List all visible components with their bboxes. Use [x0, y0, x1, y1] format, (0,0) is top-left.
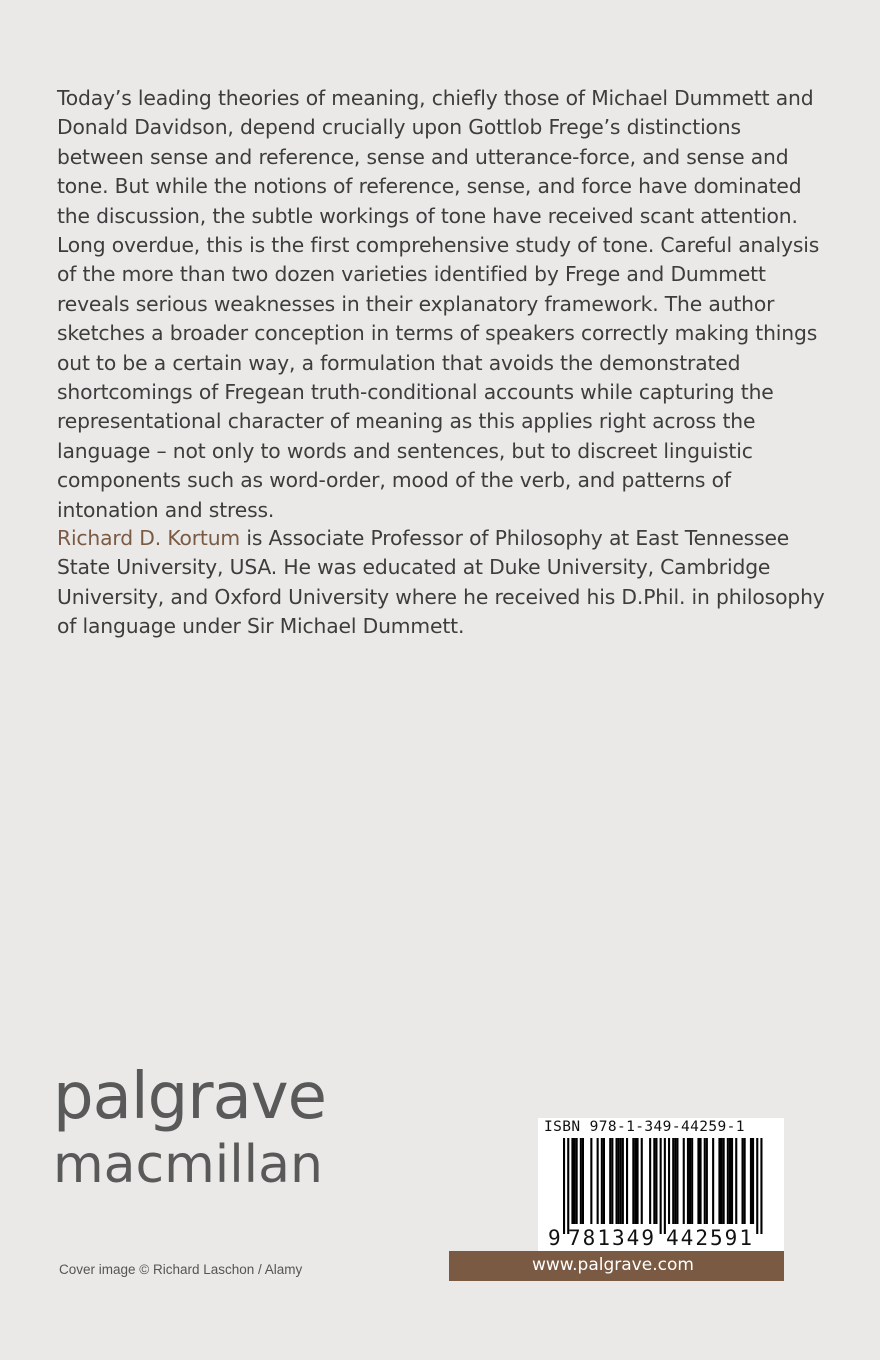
isbn-barcode: [538, 1118, 784, 1251]
barcode-bar: [580, 1138, 582, 1224]
barcode-bar: [750, 1138, 752, 1224]
barcode-bar: [683, 1138, 685, 1224]
barcode-bar: [655, 1138, 657, 1224]
barcode-bar: [691, 1138, 693, 1224]
barcode-bar: [668, 1138, 670, 1224]
author-bio-text: is Associate Professor of Philosophy at East Tennessee State University, USA. He was educated at Duke University, Cambridge University, and Oxford University where he received his D.Phil. in philosophy of language under Sir Michael Dummett.: [57, 526, 825, 639]
barcode-bar: [752, 1138, 754, 1224]
barcode-bar: [653, 1138, 655, 1224]
barcode-digits-left: 781349: [568, 1226, 654, 1250]
barcode-bar: [731, 1138, 733, 1224]
barcode-bar: [706, 1138, 708, 1224]
barcode-digits-right: 442591: [666, 1226, 752, 1250]
barcode-bar: [563, 1138, 565, 1234]
barcode-bar: [574, 1138, 576, 1224]
barcode-bars: [538, 1118, 784, 1251]
isbn-label: ISBN 978-1-349-44259-1: [544, 1119, 745, 1135]
barcode-bar: [609, 1138, 611, 1224]
barcode-bar: [641, 1138, 643, 1224]
publisher-website[interactable]: www.palgrave.com: [449, 1251, 784, 1281]
barcode-bar: [660, 1138, 662, 1234]
barcode-bar: [687, 1138, 689, 1224]
barcode-bar: [735, 1138, 737, 1224]
barcode-bar: [637, 1138, 639, 1224]
barcode-bar: [718, 1138, 720, 1224]
barcode-bar: [611, 1138, 613, 1224]
barcode-bar: [601, 1138, 603, 1224]
barcode-bar: [576, 1138, 578, 1224]
author-name: Richard D. Kortum: [57, 526, 241, 550]
barcode-bar: [744, 1138, 746, 1224]
barcode-bar: [756, 1138, 758, 1234]
barcode-bar: [676, 1138, 678, 1224]
publisher-logo-line2: macmillan: [53, 1135, 323, 1195]
barcode-bar: [616, 1138, 618, 1224]
barcode-bar: [704, 1138, 706, 1224]
barcode-bar: [723, 1138, 725, 1224]
barcode-bar: [689, 1138, 691, 1224]
barcode-bar: [664, 1138, 666, 1234]
barcode-bar: [729, 1138, 731, 1224]
barcode-bar: [582, 1138, 584, 1224]
barcode-bar: [672, 1138, 674, 1224]
barcode-bar: [622, 1138, 624, 1224]
barcode-bar: [649, 1138, 651, 1224]
barcode-bar: [620, 1138, 622, 1224]
barcode-bar: [597, 1138, 599, 1224]
barcode-bar: [697, 1138, 699, 1224]
author-bio: [57, 524, 827, 642]
barcode-bar: [618, 1138, 620, 1224]
barcode-bar: [603, 1138, 605, 1224]
barcode-bar: [632, 1138, 634, 1224]
barcode-bar: [742, 1138, 744, 1224]
barcode-bar: [700, 1138, 702, 1224]
barcode-bar: [674, 1138, 676, 1224]
barcode-bar: [727, 1138, 729, 1224]
barcode-bar: [571, 1138, 573, 1224]
barcode-bar: [590, 1138, 592, 1224]
barcode-digits-lead: 9: [548, 1226, 561, 1250]
publisher-logo-line1: palgrave: [53, 1060, 327, 1134]
barcode-bar: [567, 1138, 569, 1234]
publisher-logo: [53, 1062, 326, 1194]
barcode-bar: [760, 1138, 762, 1234]
barcode-bar: [721, 1138, 723, 1224]
barcode-bar: [712, 1138, 714, 1224]
cover-image-credit: Cover image © Richard Laschon / Alamy: [59, 1262, 303, 1277]
barcode-bar: [626, 1138, 628, 1224]
barcode-bar: [634, 1138, 636, 1224]
back-cover-blurb: Today’s leading theories of meaning, chiefly those of Michael Dummett and Donald Davidson, depend crucially upon Gottlob Frege’s distinctions between sense and reference, sense and utterance-force, and sense and tone. But while the notions of reference, sense, and force have dominated the discussion, the subtle workings of tone have received scant attention. Long overdue, this is the first comprehensive study of tone. Careful analysis of the more than two dozen varieties identified by Frege and Dummett reveals serious weaknesses in their explanatory framework. The author sketches a broader conception in terms of speakers correctly making things out to be a certain way, a formulation that avoids the demonstrated shortcomings of Fregean truth-conditional accounts while capturing the representational character of meaning as this applies right across the language – not only to words and sentences, but to discreet linguistic components such as word-order, mood of the verb, and patterns of intonation and stress.: [57, 86, 820, 522]
